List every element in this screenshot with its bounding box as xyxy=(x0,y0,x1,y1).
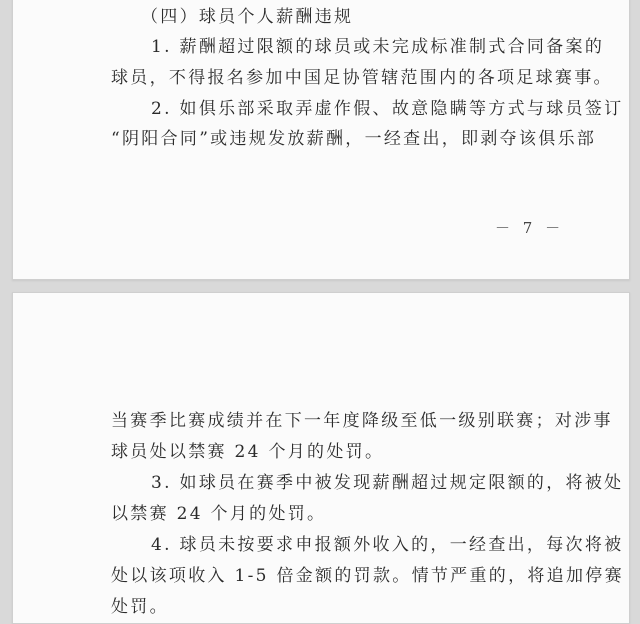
page-number: － 7 － xyxy=(495,219,565,237)
paragraph-line: 1. 薪酬超过限额的球员或未完成标准制式合同备案的 xyxy=(151,37,605,57)
paragraph-line: 以禁赛 24 个月的处罚。 xyxy=(111,504,327,524)
paragraph-line: 2. 如俱乐部采取弄虚作假、故意隐瞒等方式与球员签订 xyxy=(151,99,624,119)
paragraph-line: “阴阳合同”或违规发放薪酬，一经查出，即剥夺该俱乐部 xyxy=(111,129,597,149)
document-page-8 xyxy=(12,292,630,624)
paragraph-line: 处以该项收入 1-5 倍金额的罚款。情节严重的，将追加停赛 xyxy=(111,566,624,586)
paragraph-line: 4. 球员未按要求申报额外收入的，一经查出，每次将被 xyxy=(151,535,624,555)
paragraph-line: 3. 如球员在赛季中被发现薪酬超过规定限额的，将被处 xyxy=(151,473,624,493)
paragraph-line: 球员，不得报名参加中国足协管辖范围内的各项足球赛事。 xyxy=(111,68,613,88)
document-page-7 xyxy=(12,0,630,280)
section-heading: （四）球员个人薪酬违规 xyxy=(141,7,354,27)
paragraph-line: 球员处以禁赛 24 个月的处罚。 xyxy=(111,442,385,462)
paragraph-line: 处罚。 xyxy=(111,597,169,617)
paragraph-line: 当赛季比赛成绩并在下一年度降级至低一级别联赛；对涉事 xyxy=(111,411,613,431)
